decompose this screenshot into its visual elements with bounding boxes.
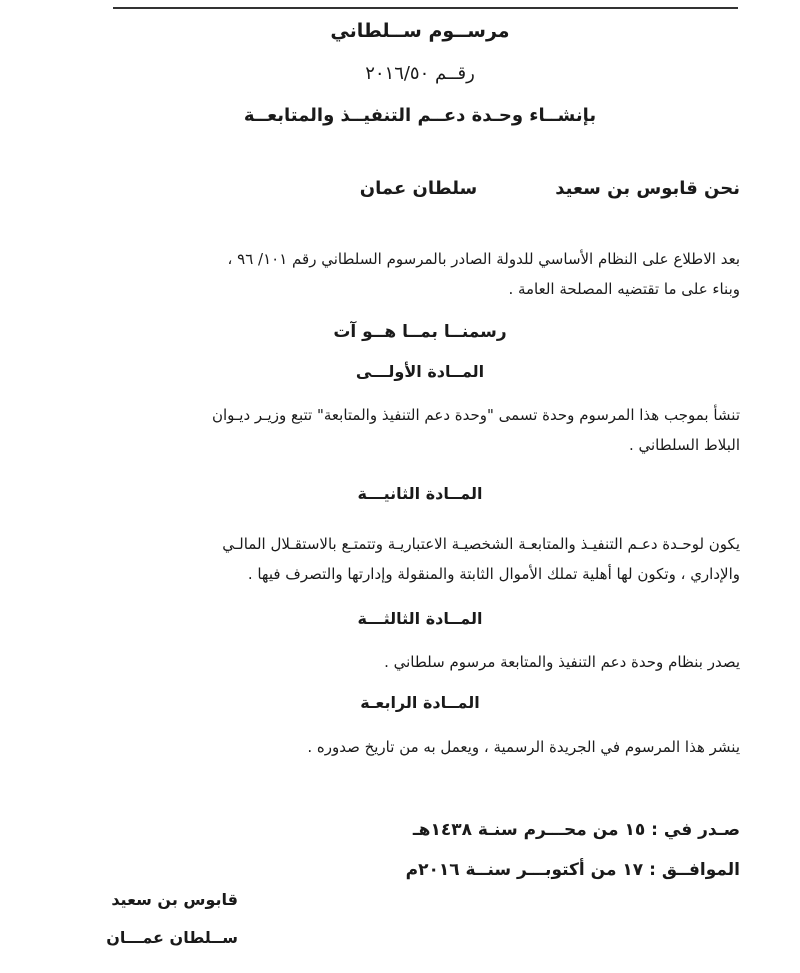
article-1-heading: المــادة الأولـــى	[355, 362, 485, 381]
article-2-line: يكون لوحـدة دعـم التنفيـذ والمتابعـة الشخصيـة الاعتباريـة وتتمتـع بالاستقـلال المالـي	[222, 535, 740, 553]
issued-gregorian-date: الموافــق : ١٧ من أكتوبـــر سنــة ٢٠١٦م	[405, 860, 740, 880]
article-2-line: والإداري ، وتكون لها أهلية تملك الأموال الثابتة والمنقولة وإدارتها والتصرف فيها .	[247, 565, 740, 583]
signature-title: ســلطان عمـــان	[106, 928, 238, 947]
article-1-text	[40, 400, 740, 460]
article-2-text	[40, 529, 740, 589]
top-divider	[113, 7, 738, 9]
sovereign-line	[360, 178, 740, 199]
decree-number: رقــم ٢٠١٦/٥٠	[365, 63, 475, 84]
preamble-line: وبناء على ما تقتضيه المصلحة العامة .	[508, 280, 740, 298]
article-1-line: تنشأ بموجب هذا المرسوم وحدة تسمى "وحدة دعم التنفيذ والمتابعة" تتبع وزيـر ديـوان	[211, 406, 740, 424]
resolution-heading: رسمنــا بمــا هــو آت	[333, 322, 507, 342]
article-4-heading: المــادة الرابعـة	[360, 693, 480, 712]
sovereign-title: سلطان عمان	[359, 178, 478, 199]
issued-hijri-date: صـدر في : ١٥ من محـــرم سنـة ١٤٣٨هـ	[412, 820, 740, 840]
article-2-heading: المــادة الثانيـــة	[357, 484, 483, 503]
article-3-heading: المــادة الثالثـــة	[357, 609, 483, 628]
article-4-text: ينشر هذا المرسوم في الجريدة الرسمية ، ويعمل به من تاريخ صدوره .	[307, 738, 740, 756]
article-1-line: البلاط السلطاني .	[628, 436, 740, 454]
decree-subject: بإنشــاء وحـدة دعــم التنفيــذ والمتابعــة	[243, 105, 597, 126]
signature-name: قابوس بن سعيد	[111, 890, 238, 909]
preamble	[40, 244, 740, 304]
decree-title: مرســوم ســلطاني	[330, 20, 510, 42]
sovereign-name: نحن قابوس بن سعيد	[555, 178, 740, 199]
preamble-line: بعد الاطلاع على النظام الأساسي للدولة الصادر بالمرسوم السلطاني رقم ١٠١/ ٩٦ ،	[227, 250, 740, 268]
article-3-text: يصدر بنظام وحدة دعم التنفيذ والمتابعة مرسوم سلطاني .	[384, 653, 740, 671]
